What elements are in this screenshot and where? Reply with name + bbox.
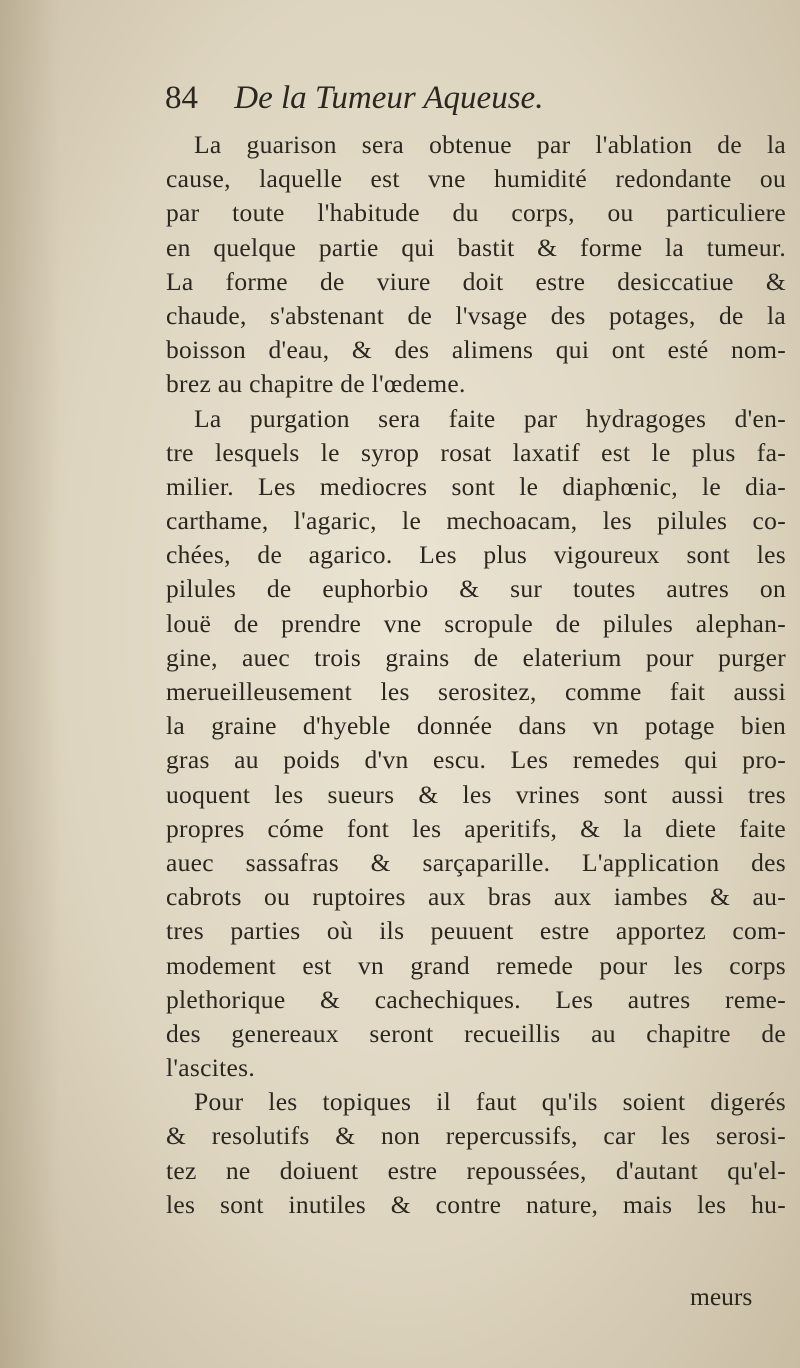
text-line: La purgation sera faite par hydragoges d'en-: [194, 403, 786, 433]
text-line: par toute l'habitude du corps, ou particuliere: [166, 198, 786, 228]
text-line: cabrots ou ruptoires aux bras aux iambes & au-: [166, 882, 786, 912]
text-line: gine, auec trois grains de elaterium pour purger: [166, 642, 786, 672]
text-line: auec sassafras & sarçaparille. L'application des: [166, 847, 786, 877]
text-line: & resolutifs & non repercussifs, car les serosi-: [166, 1121, 786, 1151]
text-line: Pour les topiques il faut qu'ils soient digerés: [194, 1087, 786, 1117]
page-header: [165, 78, 745, 118]
text-line: pilules de euphorbio & sur toutes autres on: [166, 574, 786, 604]
text-line: tez ne doiuent estre repoussées, d'autant qu'el-: [166, 1155, 786, 1185]
text-line: l'ascites.: [166, 1053, 256, 1083]
text-line: modement est vn grand remede pour les corps: [166, 950, 786, 980]
text-line: la graine d'hyeble donnée dans vn potage bien: [166, 711, 786, 741]
text-line: tre lesquels le syrop rosat laxatif est le plus fa-: [166, 437, 786, 467]
text-line: propres cóme font les aperitifs, & la diete faite: [166, 813, 786, 843]
text-line: tres parties où ils peuuent estre apportez com-: [166, 916, 786, 946]
text-line: carthame, l'agaric, le mechoacam, les pilules co-: [166, 506, 786, 536]
text-line: La forme de viure doit estre desiccatiue &: [166, 266, 786, 296]
text-line: cause, laquelle est vne humidité redondante ou: [166, 164, 786, 194]
text-line: gras au poids d'vn escu. Les remedes qui pro-: [166, 745, 786, 775]
text-line: merueilleusement les serositez, comme fait aussi: [166, 677, 786, 706]
text-line: plethorique & cachechiques. Les autres reme-: [166, 984, 786, 1014]
text-line: chées, de agarico. Les plus vigoureux sont les: [166, 540, 786, 570]
page-gutter-shadow: [0, 0, 60, 1368]
text-line: louë de prendre vne scropule de pilules alephan-: [166, 608, 786, 638]
page-number: 84: [165, 80, 198, 116]
text-line: chaude, s'abstenant de l'vsage des potages, de la: [166, 300, 786, 330]
text-line: milier. Les mediocres sont le diaphœnic, le dia-: [166, 471, 786, 501]
text-line: brez au chapitre de l'œdeme.: [166, 369, 466, 399]
running-title: De la Tumeur Aqueuse.: [234, 80, 544, 116]
text-line: La guarison sera obtenue par l'ablation de la: [194, 130, 786, 159]
text-line: en quelque partie qui bastit & forme la tumeur.: [166, 232, 786, 262]
body-text: [166, 128, 786, 1222]
catchword: meurs: [690, 1282, 753, 1311]
text-line: des genereaux seront recueillis au chapitre de: [166, 1018, 786, 1048]
text-line: boisson d'eau, & des alimens qui ont esté nom-: [166, 335, 786, 365]
text-line: les sont inutiles & contre nature, mais les hu-: [166, 1189, 786, 1219]
text-line: uoquent les sueurs & les vrines sont aussi tres: [166, 779, 786, 809]
